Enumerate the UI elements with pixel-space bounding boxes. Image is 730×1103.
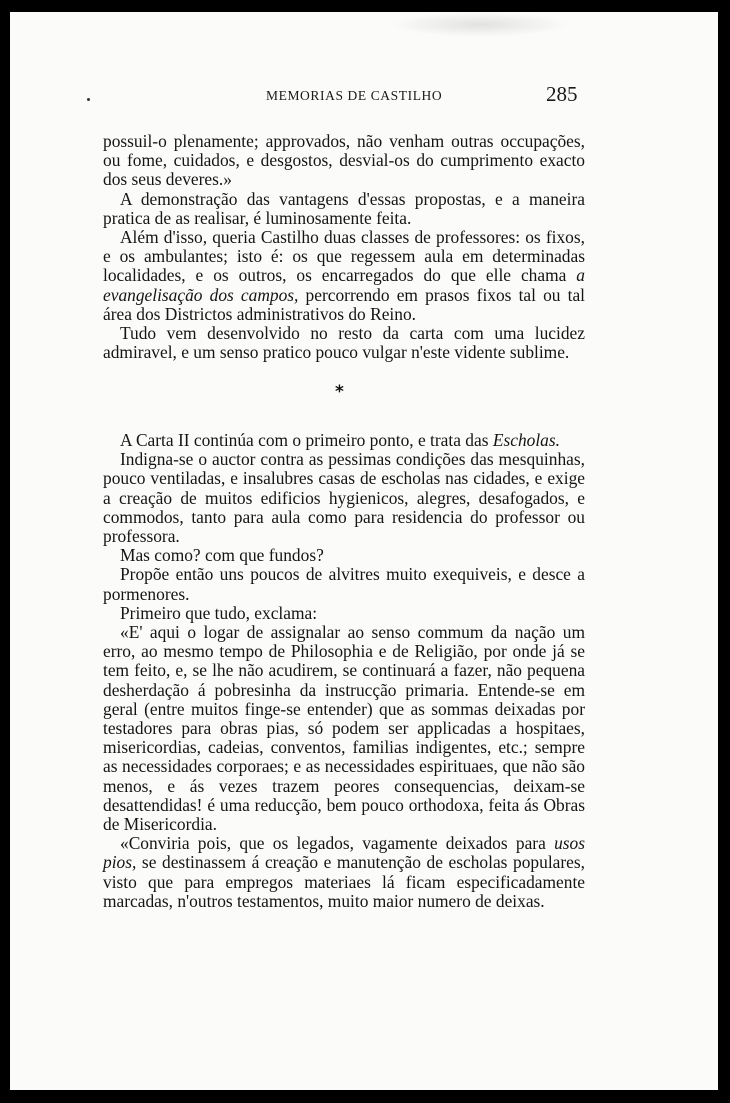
paragraph: Tudo vem desenvolvido no resto da carta com uma lucidez admiravel, e um senso pratico pouco vulgar n'este vidente sublime.	[103, 323, 585, 363]
quoted-paragraph: «E' aqui o logar de assignalar ao senso commum da nação um erro, ao mesmo tempo de Philosophia e de Religião, por onde já se tem feito, e, se lhe não acudirem, se continuará a fazer, não pequena desherdação á pobresinha da instrucção primaria. Entende-se em geral (entre muitos finge-se entender) que as sommas deixadas por testadores para obras pias, só podem ser applicadas a hospitaes, misericordias, cadeias, conventos, familias indigentes, etc.; sempre as necessidades corporaes; e as necessidades espirituaes, que não são menos, e ás vezes trazem peores consequencias, deixam-se desattendidas! é uma reducção, bem pouco orthodoxa, feita ás Obras de Misericordia.	[103, 622, 585, 835]
text-run: percorrendo em prasos fixos tal ou tal área dos Districtos administrativos do Reino.	[103, 284, 586, 324]
italic-phrase: Escholas.	[492, 430, 560, 450]
text-run: A Carta II continúa com o primeiro ponto, e trata das	[120, 430, 493, 450]
paragraph: Propõe então uns poucos de alvitres muito exequiveis, e desce a pormenores.	[103, 564, 585, 604]
paragraph: A demonstração das vantagens d'essas propostas, e a maneira pratica de as realisar, é luminosamente feita.	[103, 188, 585, 228]
italic-phrase: a evangelisação dos campos,	[103, 265, 585, 305]
quoted-paragraph	[103, 834, 585, 911]
text-run: se destinassem á creação e manutenção de escholas populares, visto que para empregos materiaes lá ficam especificadamente marcadas, n'outros testamentos, muito maior numero de deixas.	[103, 852, 585, 911]
text-section-1	[103, 132, 585, 362]
paragraph	[103, 431, 585, 450]
paragraph: possuil-o plenamente; approvados, não venham outras occupações, ou fome, cuidados, e desgostos, desvial-os do cumprimento exacto dos seus deveres.»	[103, 131, 585, 190]
section-separator: *	[335, 382, 344, 402]
paragraph	[103, 228, 585, 324]
paragraph: Primeiro que tudo, exclama:	[120, 602, 318, 623]
margin-dot	[87, 98, 90, 101]
paragraph: Mas como? com que fundos?	[120, 545, 324, 566]
text-run: «Conviria pois, que os legados, vagamente deixados para	[120, 833, 555, 854]
scan-smudge	[390, 12, 570, 37]
running-title: MEMORIAS DE CASTILHO	[266, 88, 443, 103]
text-section-2	[103, 431, 585, 911]
italic-phrase: usos pios,	[103, 833, 585, 873]
text-run: Além d'isso, queria Castilho duas classes de professores: os fixos, e os ambulantes; isto é: os que regessem aula em determinadas localidades, e os outros, os encarregados do que elle chama	[103, 227, 585, 286]
book-page	[10, 12, 718, 1090]
paragraph: Indigna-se o auctor contra as pessimas condições das mesquinhas, pouco ventiladas, e insalubres casas de escholas nas cidades, e exige a creação de muitos edificios hygienicos, alegres, desafogados, e commodos, tanto para aula como para residencia do professor ou professora.	[103, 449, 585, 547]
page-number: 285	[546, 82, 578, 106]
